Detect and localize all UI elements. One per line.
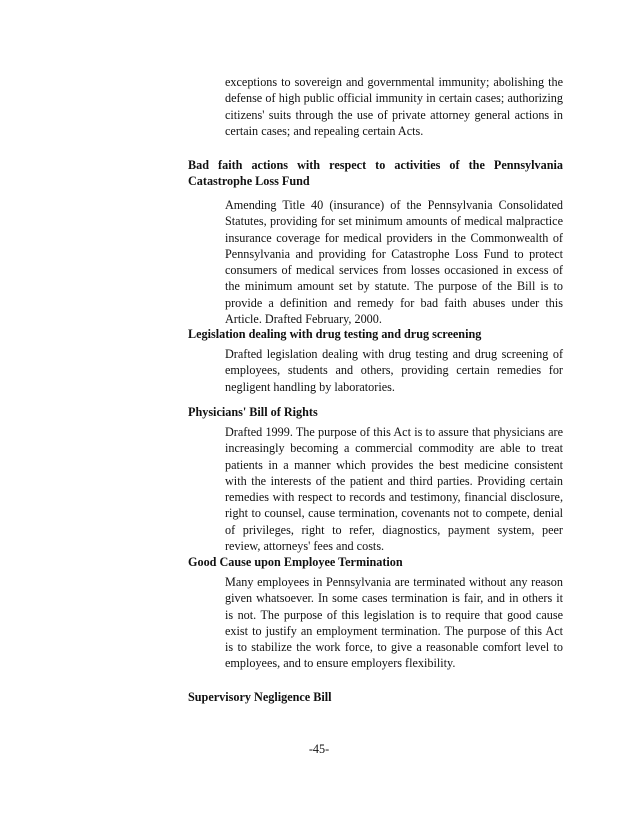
section-body-physicians-bill: Drafted 1999. The purpose of this Act is to assure that physicians are increasingly becoming a commercial commodity are able to treat patients in a manner which provides the best medicine consistent with the interests of the patient and third parties. Providing certain remedies with respect to records and testimony, financial disclosure, right to counsel, cause termination, covenants not to compete, denial of privileges, right to refer, diagnostics, payment system, peer review, attorneys' fees and costs.	[225, 425, 563, 554]
section-heading-good-cause: Good Cause upon Employee Termination	[188, 555, 403, 569]
intro-paragraph: exceptions to sovereign and governmental immunity; abolishing the defense of high public official immunity in certain cases; authorizing citizens' suits through the use of private attorney general actions in certain cases; and repealing certain Acts.	[225, 75, 563, 138]
page-number: -45-	[308, 742, 330, 756]
section-heading-bad-faith: Bad faith actions with respect to activities of the Pennsylvania Catastrophe Loss Fund	[188, 158, 563, 189]
section-heading-drug-testing: Legislation dealing with drug testing and drug screening	[188, 327, 482, 341]
section-body-drug-testing: Drafted legislation dealing with drug testing and drug screening of employees, students and others, providing certain remedies for negligent handling by laboratories.	[225, 347, 563, 394]
section-heading-physicians-bill: Physicians' Bill of Rights	[188, 405, 318, 419]
section-body-bad-faith: Amending Title 40 (insurance) of the Pennsylvania Consolidated Statutes, providing for set minimum amounts of medical malpractice insurance coverage for medical providers in the Commonwealth of Pennsylvania and providing for Catastrophe Loss Fund to protect consumers of medical services from losses occasioned in excess of the minimum amount set by statute. The purpose of the Bill is to provide a definition and remedy for bad faith abuses under this Article. Drafted February, 2000.	[225, 198, 563, 327]
section-heading-supervisory-negligence: Supervisory Negligence Bill	[188, 690, 332, 704]
section-body-good-cause: Many employees in Pennsylvania are terminated without any reason given whatsoever. In some cases termination is fair, and in others it is not. The purpose of this legislation is to require that good cause exist to justify an employment termination. The purpose of this Act is to stabilize the work force, to give a reasonable comfort level to employees, and to ensure employers flexibility.	[225, 575, 563, 671]
